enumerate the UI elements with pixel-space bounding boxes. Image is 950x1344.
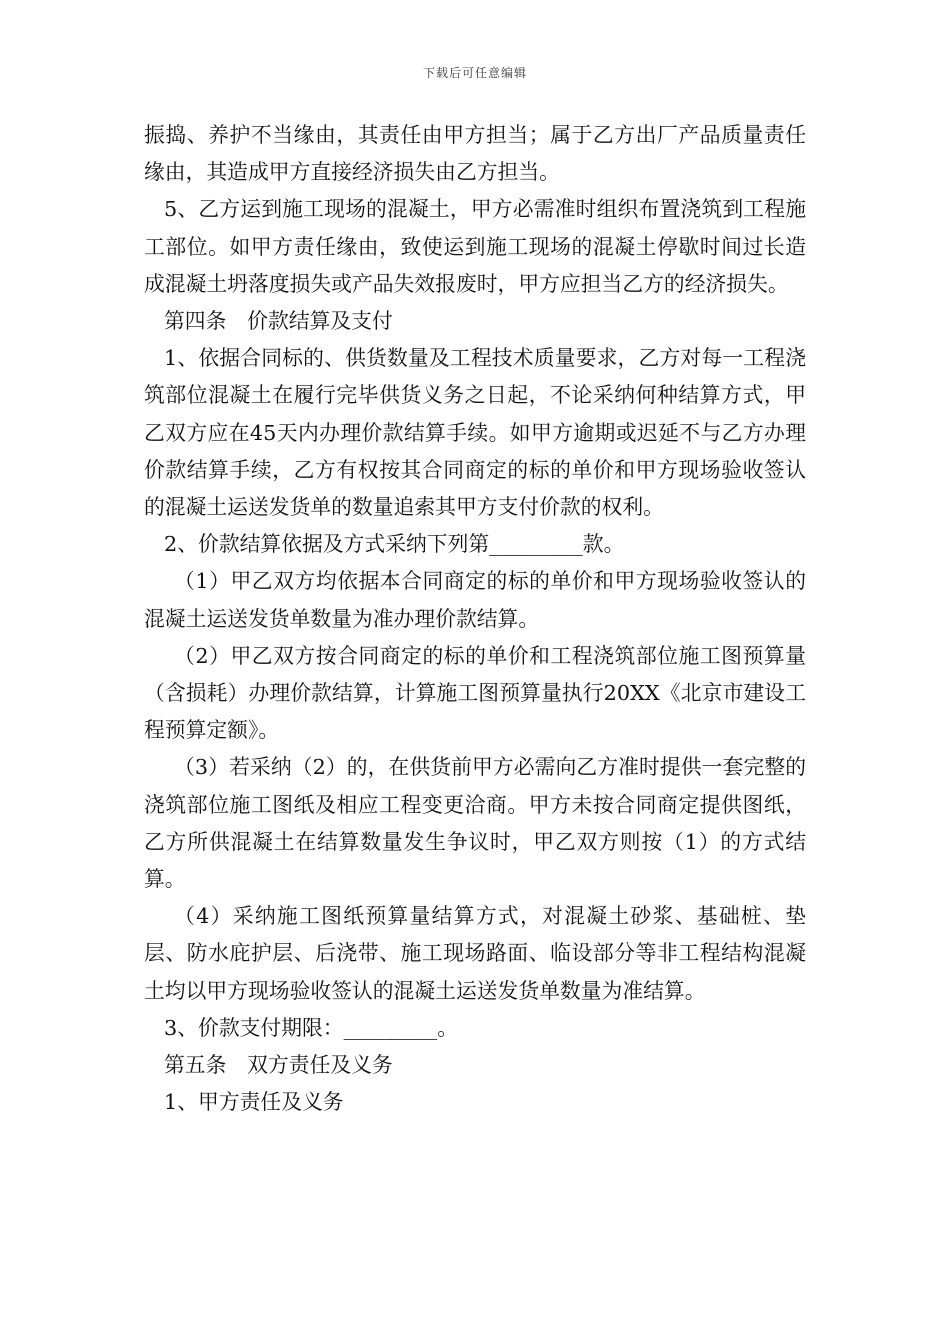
paragraph-sub-1: （1）甲乙双方均依据本合同商定的标的单价和甲方现场验收签认的混凝土运送发货单数量为准办理价款结算。 xyxy=(144,569,806,631)
document-body xyxy=(144,117,806,1121)
section-heading-article-4: 第四条 价款结算及支付 xyxy=(164,309,393,334)
paragraph-sub-2: （2）甲乙双方按合同商定的标的单价和工程浇筑部位施工图预算量（含损耗）办理价款结算，计算施工图预算量执行20XX《北京市建设工程预算定额》。 xyxy=(144,643,806,743)
page-header: 下载后可任意编辑 xyxy=(422,66,527,80)
paragraph-item-5: 5、乙方运到施工现场的混凝土，甲方必需准时组织布置浇筑到工程施工部位。如甲方责任缘由，致使运到施工现场的混凝土停歇时间过长造成混凝土坍落度损失或产品失效报废时，甲方应担当乙方的经济损失。 xyxy=(144,197,806,296)
paragraph-item-1-party-a: 1、甲方责任及义务 xyxy=(164,1090,344,1115)
paragraph-continuation: 振捣、养护不当缘由，其责任由甲方担当；属于乙方出厂产品质量责任缘由，其造成甲方直接经济损失由乙方担当。 xyxy=(144,123,806,185)
section-heading-article-5: 第五条 双方责任及义务 xyxy=(164,1053,393,1078)
paragraph-item-2: 2、价款结算依据及方式采纳下列第_________款。 xyxy=(164,532,625,557)
paragraph-item-1: 1、依据合同标的、供货数量及工程技术质量要求，乙方对每一工程浇筑部位混凝土在履行完毕供货义务之日起，不论采纳何种结算方式，甲乙双方应在45天内办理价款结算手续。如甲方逾期或迟延不与乙方办理价款结算手续，乙方有权按其合同商定的标的单价和甲方现场验收签认的混凝土运送发货单的数量追索其甲方支付价款的权利。 xyxy=(144,346,806,520)
paragraph-item-3: 3、价款支付期限：_________。 xyxy=(164,1015,458,1040)
paragraph-sub-4: （4）采纳施工图纸预算量结算方式，对混凝土砂浆、基础桩、垫层、防水庇护层、后浇带、施工现场路面、临设部分等非工程结构混凝土均以甲方现场验收签认的混凝土运送发货单数量为准结算。 xyxy=(144,904,806,1003)
paragraph-sub-3: （3）若采纳（2）的，在供货前甲方必需向乙方准时提供一套完整的浇筑部位施工图纸及相应工程变更洽商。甲方未按合同商定提供图纸，乙方所供混凝土在结算数量发生争议时，甲乙双方则按（1）的方式结算。 xyxy=(144,755,806,892)
